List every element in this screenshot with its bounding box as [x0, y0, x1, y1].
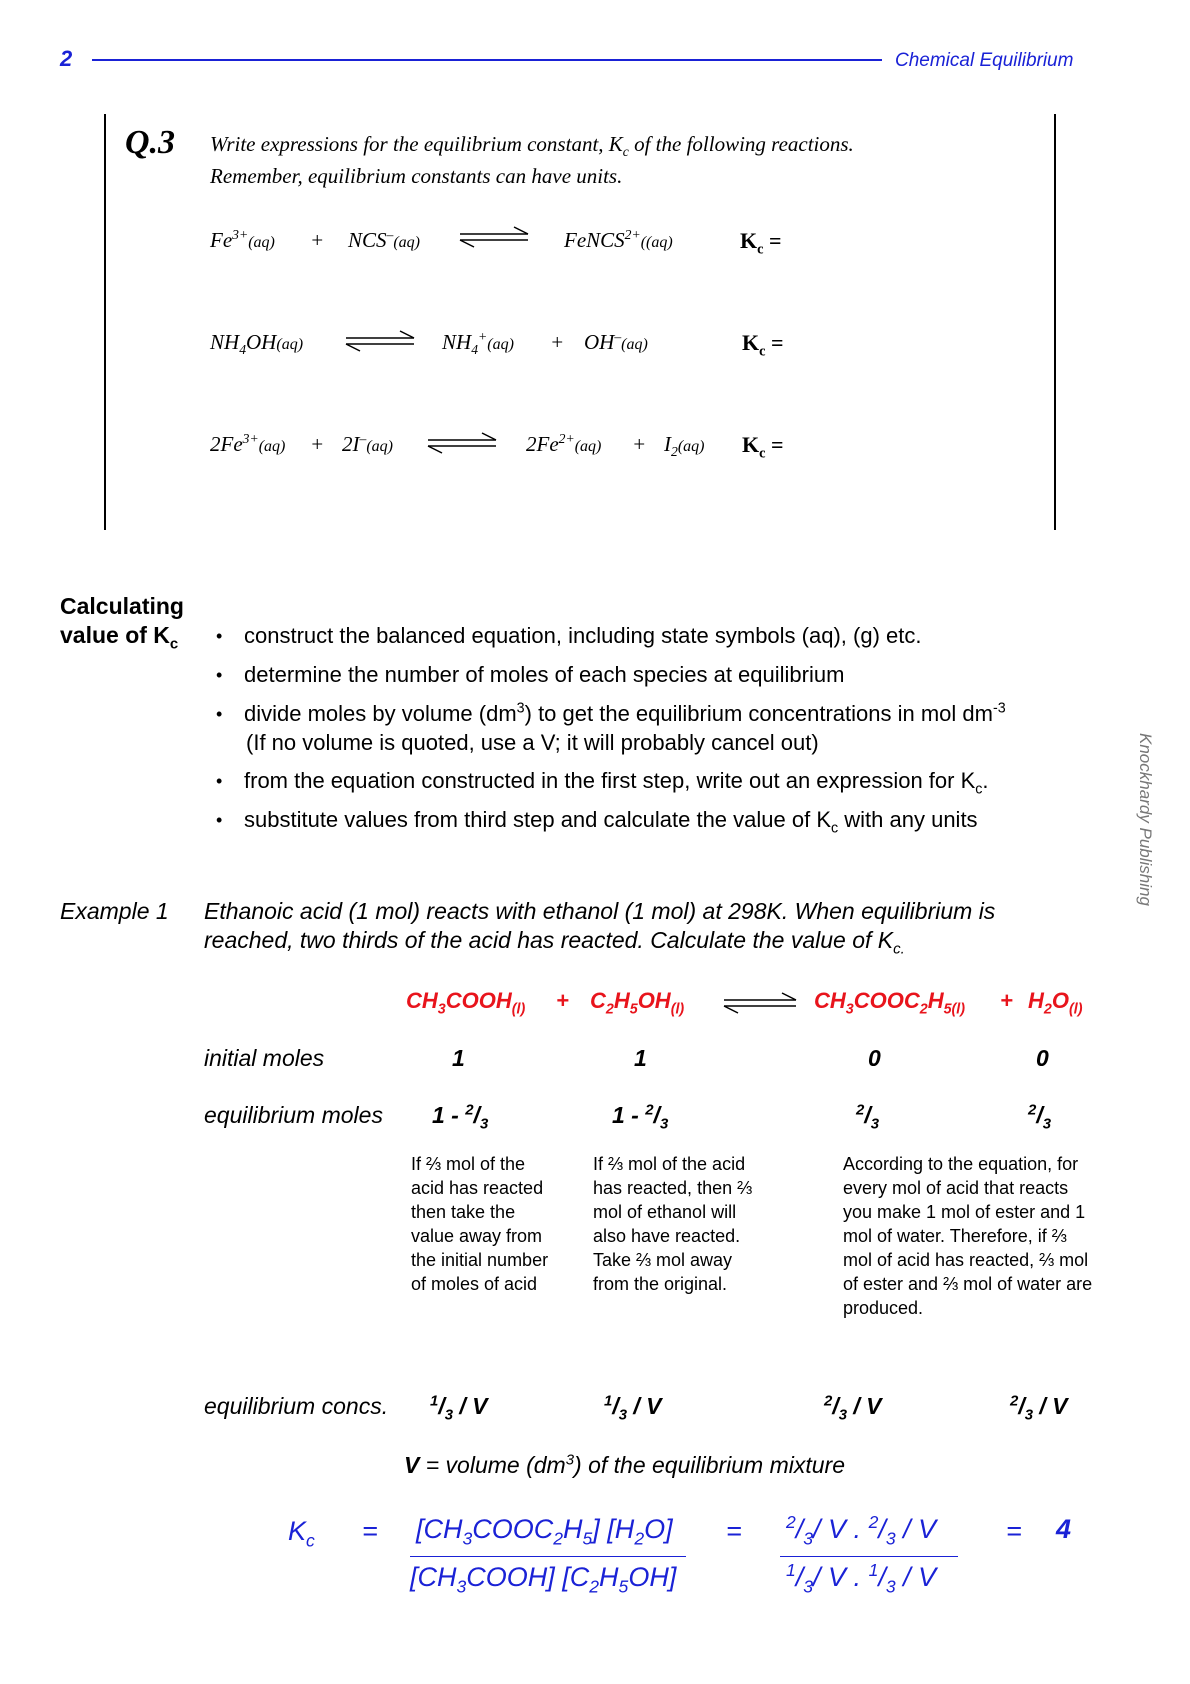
note-acid: If ⅔ mol of the acid has reacted then take the value away from the initial number of moles of acid	[411, 1154, 549, 1294]
kc-denominator-values: $^1/_3/$ V . $^1/_3$ / V	[786, 1560, 937, 1597]
example-label: Example 1	[60, 898, 169, 924]
species-water: $H_2O_{(l)}$	[1028, 988, 1083, 1018]
reaction-2-product-1: $NH_4^+(aq)$	[442, 329, 514, 358]
reaction-1-plus: +	[310, 228, 325, 252]
reaction-1-reactant-1: $Fe^{3+}(aq)$	[210, 227, 275, 252]
kc-numerator-values: $^2/_3/$ V . $^2/_3$ / V	[786, 1512, 937, 1549]
bullet-icon: •	[216, 626, 223, 646]
reaction-3-kc-label: $K_c$ =	[742, 432, 784, 462]
reaction-1-product-1: FeNCS$^{2+}$((aq)	[564, 227, 673, 252]
equilibrium-moles-label: equilibrium moles	[204, 1102, 383, 1128]
reaction-3-reactant-2: 2I–(aq)	[342, 431, 393, 456]
publisher-vertical-text: Knockhardy Publishing	[1136, 733, 1155, 906]
equilibrium-arrow-icon	[458, 226, 530, 248]
initial-moles-ethanol: 1	[634, 1045, 647, 1071]
species-ethanoic-acid: $CH_3COOH_{(l)}$	[406, 988, 526, 1018]
kc-fraction-bar-1	[410, 1556, 686, 1557]
note-ethanol: If ⅔ mol of the acid has reacted, then ⅔ mol of ethanol will also have reacted. Take ⅔ mol away from the original.	[593, 1154, 753, 1294]
example-text-line2: reached, two thirds of the acid has reacted. Calculate the value of $K_{c.}$	[204, 927, 905, 958]
step-4: from the equation constructed in the first step, write out an expression for $K_c$.	[244, 768, 989, 798]
bullet-icon: •	[216, 810, 223, 830]
reaction-3-reactant-1: $2Fe^{3+}(aq)$	[210, 431, 286, 456]
question-box-left-border	[104, 114, 106, 530]
reaction-2-reactant-1: $NH_4OH(aq)$	[210, 330, 304, 358]
initial-moles-ester: 0	[868, 1045, 881, 1071]
reaction-1-reactant-2: NCS–(aq)	[348, 227, 420, 252]
step-3: divide moles by volume $(dm^3)$ to get the equilibrium concentrations in mol $dm^{-3}$	[244, 700, 1006, 726]
initial-moles-acid: 1	[452, 1045, 465, 1071]
equation-plus-1: +	[556, 988, 569, 1013]
equilibrium-conc-ester: $^2/_3$ / V	[824, 1392, 882, 1424]
equilibrium-arrow-icon	[344, 330, 416, 352]
reaction-1-kc-label: $K_c$ =	[740, 228, 782, 258]
bullet-icon: •	[216, 704, 223, 724]
kc-result: 4	[1056, 1514, 1072, 1544]
kc-denominator: $[CH_3COOH]$ $[C_2H_5OH]$	[410, 1562, 677, 1597]
reaction-3-product-1: $2Fe^{2+}(aq)$	[526, 431, 602, 456]
volume-definition: V = volume $(dm^3)$ of the equilibrium mixture	[404, 1451, 846, 1478]
page-number: 2	[60, 46, 73, 71]
bullet-icon: •	[216, 665, 223, 685]
equilibrium-arrow-icon	[426, 432, 498, 454]
initial-moles-label: initial moles	[204, 1045, 325, 1071]
reaction-2-plus: +	[550, 330, 565, 354]
question-instruction-line2: Remember, equilibrium constants can have units.	[210, 164, 623, 188]
equilibrium-moles-ethanol: $1 - ^2/_3$	[612, 1101, 669, 1133]
running-title: Chemical Equilibrium	[895, 50, 1074, 71]
question-instruction-line1: Write expressions for the equilibrium constant, $K_c$ of the following reactions.	[210, 132, 854, 160]
calculating-heading-line1: Calculating	[60, 593, 184, 619]
kc-fraction-bar-2	[780, 1556, 958, 1557]
step-2: determine the number of moles of each species at equilibrium	[244, 662, 845, 687]
reaction-2-product-2: OH–(aq)	[584, 329, 648, 354]
initial-moles-water: 0	[1036, 1045, 1049, 1071]
species-ethanol: $C_2H_5OH_{(l)}$	[590, 988, 685, 1018]
note-products: According to the equation, for every mol of acid that reacts you make 1 mol of ester and 1 mol of water. Therefore, if ⅔ mol of acid has reacted, ⅔ mol of ester and ⅔ mol of water are produced.	[843, 1154, 1093, 1318]
step-5: substitute values from third step and calculate the value of $K_c$ with any units	[244, 807, 978, 837]
calculating-heading-line2: value of $K_c$	[60, 622, 179, 653]
reaction-3-plus-1: +	[310, 432, 325, 456]
question-label: Q.3	[125, 124, 176, 161]
bullet-icon: •	[216, 771, 223, 791]
example-text-line1: Ethanoic acid (1 mol) reacts with ethanol (1 mol) at 298K. When equilibrium is	[204, 898, 996, 924]
equation-plus-2: +	[1000, 988, 1013, 1013]
kc-equals-3: =	[1006, 1516, 1022, 1546]
kc-equals-1: =	[362, 1516, 378, 1546]
header-rule	[92, 59, 882, 61]
question-box-right-border	[1054, 114, 1056, 530]
equilibrium-arrow-icon	[722, 992, 798, 1014]
equilibrium-moles-water: $^2/_3$	[1028, 1101, 1052, 1133]
kc-numerator: $[CH_3COOC_2H_5]$ $[H_2O]$	[416, 1514, 673, 1549]
equilibrium-moles-ester: $^2/_3$	[856, 1101, 880, 1133]
equilibrium-concs-label: equilibrium concs.	[204, 1393, 389, 1419]
equilibrium-conc-acid: $^1/_3$ / V	[430, 1392, 488, 1424]
step-3-note: (If no volume is quoted, use a V; it will probably cancel out)	[246, 730, 819, 755]
step-1: construct the balanced equation, including state symbols (aq), (g) etc.	[244, 623, 922, 648]
kc-symbol: $K_c$	[288, 1516, 315, 1551]
species-ethyl-ethanoate: $CH_3COOC_2H_{5(l)}$	[814, 988, 966, 1018]
reaction-3-plus-2: +	[632, 432, 647, 456]
reaction-3-product-2: $I_2(aq)$	[664, 432, 705, 460]
reaction-2-kc-label: $K_c$ =	[742, 330, 784, 360]
equilibrium-conc-water: $^2/_3$ / V	[1010, 1392, 1068, 1424]
equilibrium-conc-ethanol: $^1/_3$ / V	[604, 1392, 662, 1424]
equilibrium-moles-acid: $1 - ^2/_3$	[432, 1101, 489, 1133]
kc-equals-2: =	[726, 1516, 742, 1546]
